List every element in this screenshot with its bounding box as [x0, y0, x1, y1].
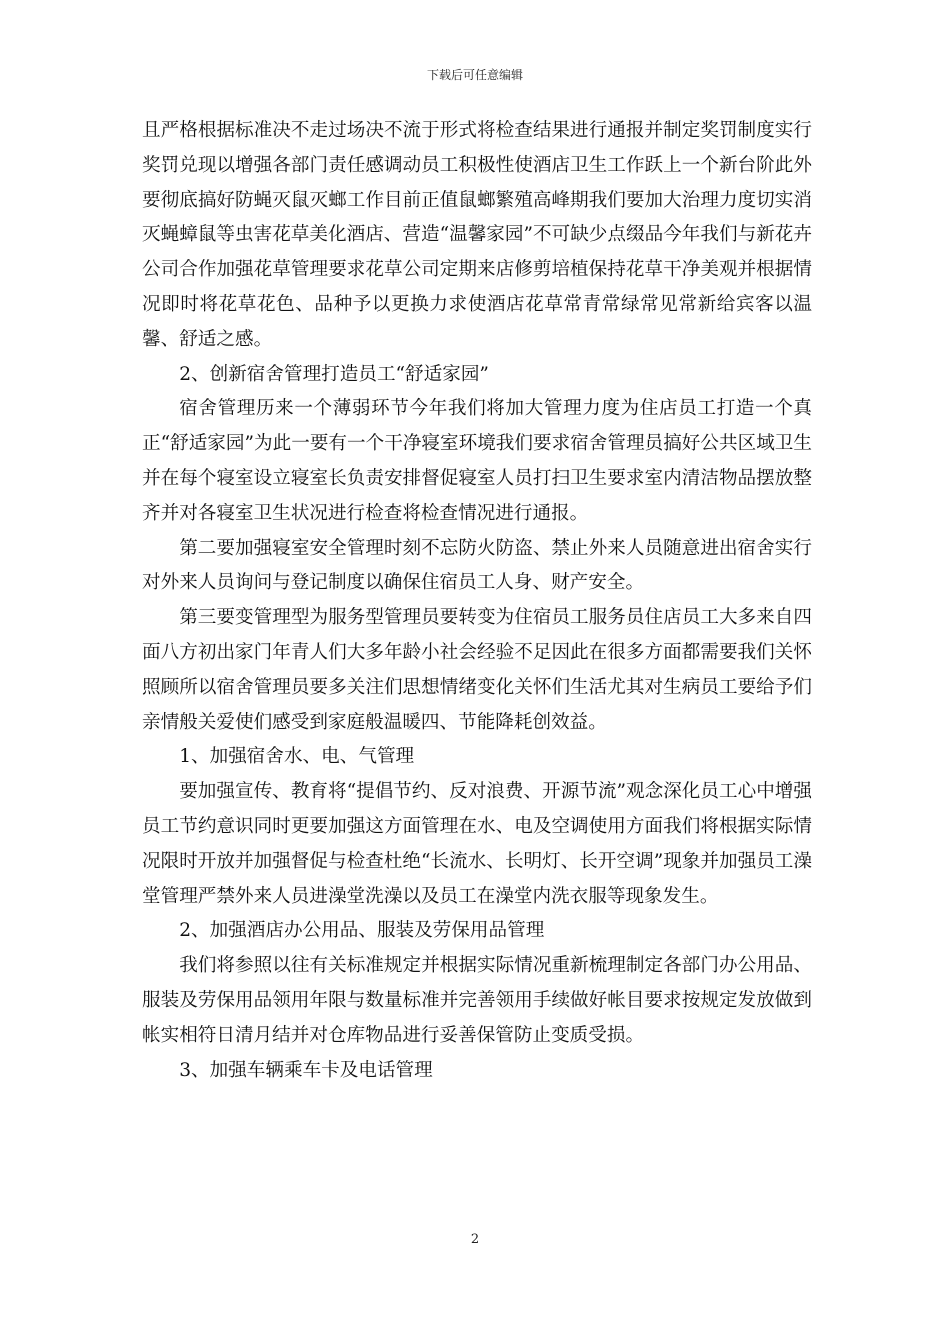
paragraph-hygiene-management: 且严格根据标准决不走过场决不流于形式将检查结果进行通报并制定奖罚制度实行奖罚兑现以增强各部门责任感调动员工积极性使酒店卫生工作跃上一个新台阶此外要彻底搞好防蝇灭鼠灭螂工作目前正值鼠螂繁殖高峰期我们要加大治理力度切实消灭蝇蟑鼠等虫害花草美化酒店、营造“温馨家园”不可缺少点缀品今年我们与新花卉公司合作加强花草管理要求花草公司定期来店修剪培植保持花草干净美观并根据情况即时将花草花色、品种予以更换力求使酒店花草常青常绿常见常新给宾客以温馨、舒适之感。 — [142, 120, 812, 350]
section-heading-utilities: 1、加强宿舍水、电、气管理 — [179, 746, 415, 768]
paragraph-dormitory-safety: 第二要加强寝室安全管理时刻不忘防火防盗、禁止外来人员随意进出宿舍实行对外来人员询问与登记制度以确保住宿员工人身、财产安全。 — [142, 537, 812, 594]
paragraph-service-management: 第三要变管理型为服务型管理员要转变为住宿员工服务员住店员工大多来自四面八方初出家门年青人们大多年龄小社会经验不足因此在很多方面都需要我们关怀照顾所以宿舍管理员要多关注们思想情绪变化关怀们生活尤其对生病员工要给予们亲情般关爱使们感受到家庭般温暖四、节能降耗创效益。 — [142, 607, 812, 733]
paragraph-dormitory-environment: 宿舍管理历来一个薄弱环节今年我们将加大管理力度为住店员工打造一个真正“舒适家园”为此一要有一个干净寝室环境我们要求宿舍管理员搞好公共区域卫生并在每个寝室设立寝室长负责安排督促寝室人员打扫卫生要求室内清洁物品摆放整齐并对各寝室卫生状况进行检查将检查情况进行通报。 — [142, 398, 812, 524]
document-body — [142, 114, 812, 1088]
section-heading-vehicle-phone: 3、加强车辆乘车卡及电话管理 — [179, 1059, 433, 1081]
section-heading-office-supplies: 2、加强酒店办公用品、服装及劳保用品管理 — [179, 920, 545, 942]
page-header: 下载后可任意编辑 — [426, 68, 523, 82]
section-heading-dormitory: 2、创新宿舍管理打造员工“舒适家园” — [179, 363, 489, 385]
page-number: 2 — [470, 1232, 480, 1247]
paragraph-office-supplies: 我们将参照以往有关标准规定并根据实际情况重新梳理制定各部门办公用品、服装及劳保用品领用年限与数量标准并完善领用手续做好帐目要求按规定发放做到帐实相符日清月结并对仓库物品进行妥善保管防止变质受损。 — [142, 955, 812, 1046]
paragraph-utilities-saving: 要加强宣传、教育将“提倡节约、反对浪费、开源节流”观念深化员工心中增强员工节约意识同时更要加强这方面管理在水、电及空调使用方面我们将根据实际情况限时开放并加强督促与检查杜绝“长流水、长明灯、长开空调”现象并加强员工澡堂管理严禁外来人员进澡堂洗澡以及员工在澡堂内洗衣服等现象发生。 — [142, 781, 812, 907]
